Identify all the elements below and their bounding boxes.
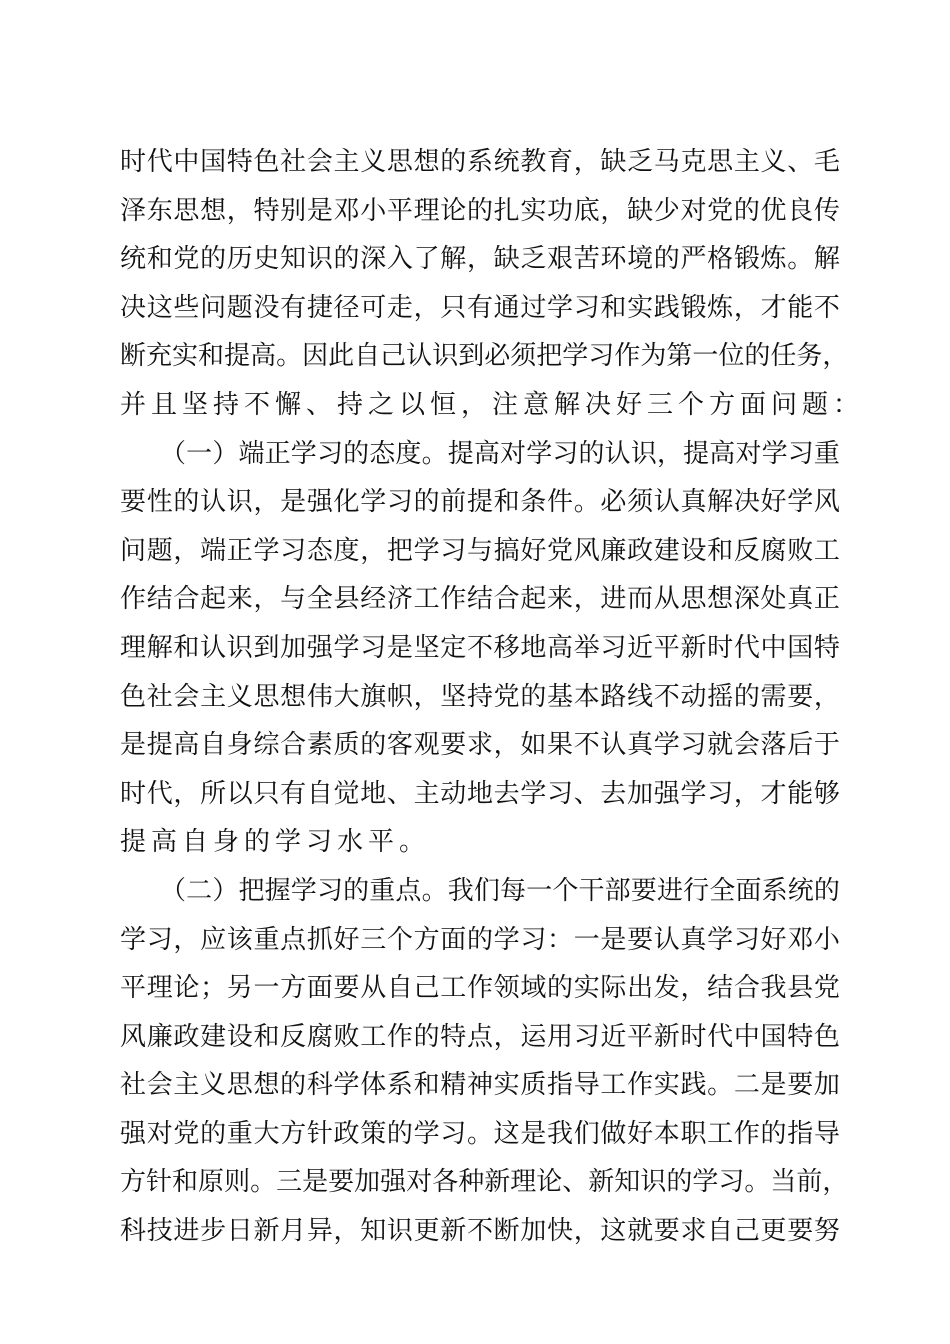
text-line: 并且坚持不懈、持之以恒，注意解决好三个方面问题： [120, 389, 865, 420]
text-line: 理 解 和 认 识 到 加 强 学 习 是 坚 定 不 移 地 高 举 习 近 平 新 时 代 中 国 特 [120, 632, 840, 663]
text-line: 学 习 ， 应 该 重 点 抓 好 三 个 方 面 的 学 习 ： 一 是 要 认 真 学 习 好 邓 小 [120, 924, 840, 955]
text-line: 科 技 进 步 日 新 月 异 ， 知 识 更 新 不 断 加 快 ， 这 就 要 求 自 己 更 要 努 [120, 1216, 840, 1247]
text-line: 时 代 中 国 特 色 社 会 主 义 思 想 的 系 统 教 育 ， 缺 乏 马 克 思 主 义 、 毛 [120, 147, 840, 177]
text-line: 时 代 ， 所 以 只 有 自 觉 地 、 主 动 地 去 学 习 、 去 加 强 学 习 ， 才 能 够 [120, 778, 840, 809]
text-line: 方 针 和 原 则 。 三 是 要 加 强 对 各 种 新 理 论 、 新 知 识 的 学 习 。 当 前 ， [120, 1167, 849, 1198]
text-line: 作 结 合 起 来 ， 与 全 县 经 济 工 作 结 合 起 来 ， 进 而 从 思 想 深 处 真 正 [120, 584, 840, 615]
text-line: 断 充 实 和 提 高 。 因 此 自 己 认 识 到 必 须 把 学 习 作 为 第 一 位 的 任 务 ， [120, 341, 849, 372]
text-line: 社 会 主 义 思 想 的 科 学 体 系 和 精 神 实 质 指 导 工 作 实 践 。 二 是 要 加 [120, 1070, 840, 1101]
text-line: （ 二 ） 把 握 学 习 的 重 点 。 我 们 每 一 个 干 部 要 进 行 全 面 系 统 的 [160, 875, 840, 906]
text-line: 统 和 党 的 历 史 知 识 的 深 入 了 解 ， 缺 乏 艰 苦 环 境 的 严 格 锻 炼 。 解 [120, 244, 840, 275]
text-line: 提高自身的学习水平。 [120, 827, 431, 858]
text-line: 泽 东 思 想 ， 特 别 是 邓 小 平 理 论 的 扎 实 功 底 ， 缺 少 对 党 的 优 良 传 [120, 195, 840, 226]
text-line: （ 一 ） 端 正 学 习 的 态 度 。 提 高 对 学 习 的 认 识 ， 提 高 对 学 习 重 [160, 438, 840, 469]
text-line: 风 廉 政 建 设 和 反 腐 败 工 作 的 特 点 ， 运 用 习 近 平 新 时 代 中 国 特 色 [120, 1021, 840, 1052]
text-line: 是 提 高 自 身 综 合 素 质 的 客 观 要 求 ， 如 果 不 认 真 学 习 就 会 落 后 于 [120, 730, 840, 761]
text-line: 问 题 ， 端 正 学 习 态 度 ， 把 学 习 与 搞 好 党 风 廉 政 建 设 和 反 腐 败 工 [120, 535, 840, 566]
body-text [120, 138, 865, 1256]
text-line: 平 理 论 ； 另 一 方 面 要 从 自 己 工 作 领 域 的 实 际 出 发 ， 结 合 我 县 党 [120, 973, 840, 1004]
text-line: 色 社 会 主 义 思 想 伟 大 旗 帜 ， 坚 持 党 的 基 本 路 线 不 动 摇 的 需 要 ， [120, 681, 840, 712]
text-line: 强 对 党 的 重 大 方 针 政 策 的 学 习 。 这 是 我 们 做 好 本 职 工 作 的 指 导 [120, 1118, 840, 1149]
text-line: 决 这 些 问 题 没 有 捷 径 可 走 ， 只 有 通 过 学 习 和 实 践 锻 炼 ， 才 能 不 [120, 292, 840, 323]
text-line: 要 性 的 认 识 ， 是 强 化 学 习 的 前 提 和 条 件 。 必 须 认 真 解 决 好 学 风 [120, 487, 840, 518]
